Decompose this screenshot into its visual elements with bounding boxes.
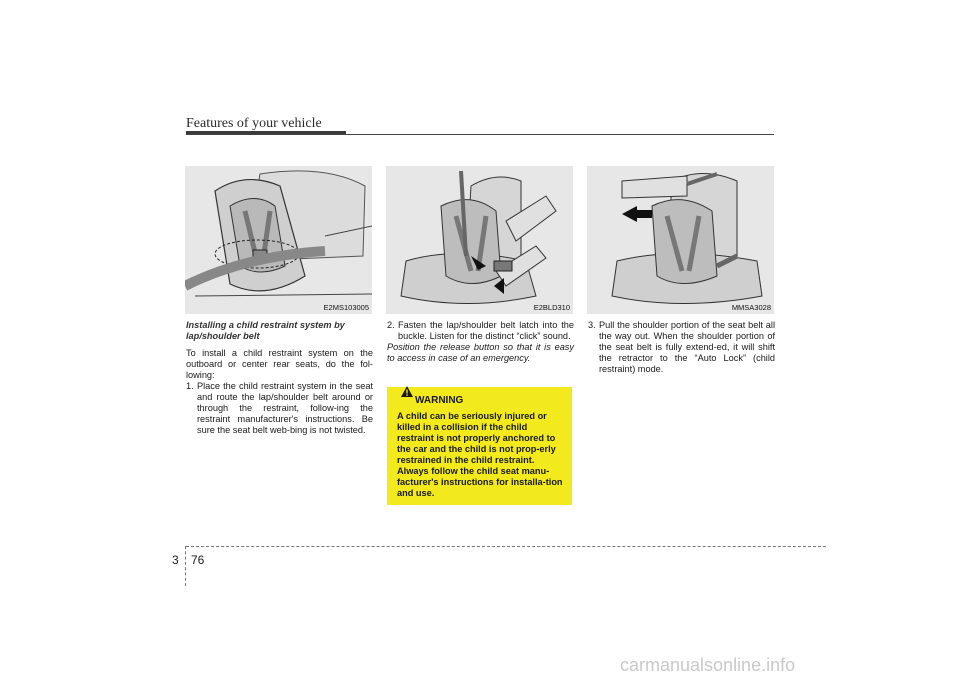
warning-triangle-icon — [401, 386, 413, 397]
header-rule — [186, 134, 774, 135]
step-1 — [186, 381, 373, 436]
step-3 — [588, 320, 775, 375]
column-2 — [387, 320, 574, 364]
page-header-title: Features of your vehicle — [186, 116, 322, 131]
figure-pull-shoulder-belt — [587, 166, 774, 314]
warning-text: A child can be seriously injured or killed in a collision if the child restraint is not properly anchored to the car and the child is not prop-erly restrained in the child restraint. Always follow the child seat manu-facturer's instructions for installa-tion and use. — [397, 411, 563, 498]
warning-title: WARNING — [415, 395, 464, 406]
step-text: Fasten the lap/shoulder belt latch into the buckle. Listen for the distinct “click” sound. — [398, 320, 574, 341]
intro-paragraph: To install a child restraint system on the outboard or center rear seats, do the fol-lowing: — [186, 348, 373, 380]
step-number: 3. — [588, 320, 596, 330]
figure-code: E2MS103005 — [323, 303, 369, 312]
figure-code: E2BLD310 — [533, 303, 570, 312]
section-number: 3 — [172, 553, 179, 567]
warning-box — [387, 387, 572, 505]
step-text: Pull the shoulder portion of the seat belt all the way out. When the shoulder portion of the seat belt is fully extend-ed, it will shift the retractor to the “Auto Lock” (child restraint) mode. — [599, 320, 775, 374]
column-3 — [588, 320, 775, 375]
page-number: 76 — [191, 553, 205, 567]
column-1 — [186, 320, 373, 436]
step-text: Place the child restraint system in the seat and route the lap/shoulder belt around or through the restraint, follow-ing the restraint manufacturer's instructions. Be sure the seat belt web-bing is not twisted. — [197, 381, 373, 435]
figure-child-seat-belt-routing — [185, 166, 372, 314]
release-button-note: Position the release button so that it is easy to access in case of an emergency. — [387, 342, 574, 363]
figure-fastening-buckle — [386, 166, 573, 314]
section-subheading: Installing a child restraint system by lap/shoulder belt — [186, 320, 345, 341]
step-2 — [387, 320, 574, 342]
child-seat-illustration — [185, 166, 372, 314]
footer-divider — [185, 546, 186, 586]
watermark: carmanualsonline.info — [620, 655, 796, 675]
buckle-illustration — [386, 166, 573, 314]
figure-code: MMSA3028 — [731, 303, 771, 312]
shoulder-belt-illustration — [587, 166, 774, 314]
step-number: 2. — [387, 320, 395, 330]
footer-rule — [186, 546, 826, 547]
step-number: 1. — [186, 381, 194, 391]
